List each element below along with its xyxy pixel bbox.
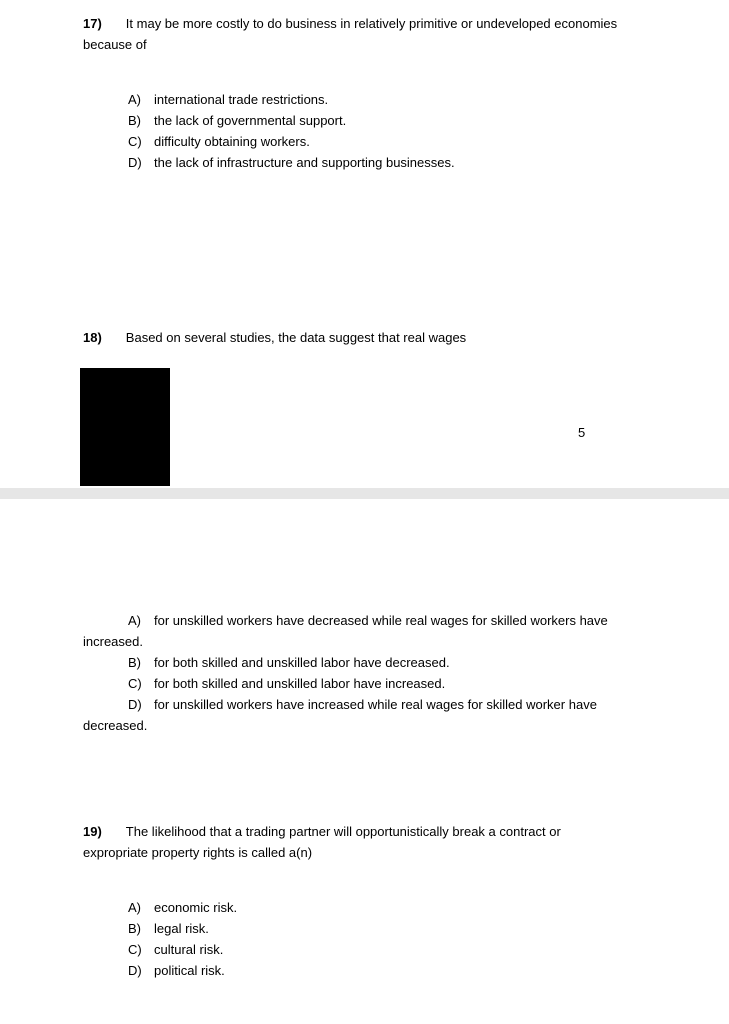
q18-option-a: A) for unskilled workers have decreased while real wages for skilled workers have (128, 613, 608, 628)
question-17-stem-cont: because of (83, 37, 147, 52)
question-18-stem (83, 327, 466, 348)
question-number: 18) (83, 330, 102, 345)
question-19-stem (83, 821, 561, 842)
question-number: 17) (83, 16, 102, 31)
page-break (0, 488, 729, 499)
question-text: It may be more costly to do business in relatively primitive or undeveloped economies (125, 16, 618, 31)
q19-option-b: B) legal risk. (128, 921, 209, 936)
q19-option-d: D) political risk. (128, 963, 225, 978)
q18-option-b: B) for both skilled and unskilled labor have decreased. (128, 655, 450, 670)
question-17-stem (83, 13, 617, 34)
q17-option-b: B) the lack of governmental support. (128, 113, 347, 128)
q18-option-d: D) for unskilled workers have increased while real wages for skilled worker have (128, 697, 597, 712)
question-text: The likelihood that a trading partner will opportunistically break a contract or (125, 824, 561, 839)
q18-option-c: C) for both skilled and unskilled labor have increased. (128, 676, 446, 691)
q18-option-a-cont: increased. (83, 634, 143, 649)
q19-option-a: A) economic risk. (128, 900, 238, 915)
page-number: 5 (578, 425, 586, 440)
q19-option-c: C) cultural risk. (128, 942, 224, 957)
question-19-stem-cont: expropriate property rights is called a(n) (83, 845, 313, 860)
redaction-block (80, 368, 170, 486)
q17-option-d: D) the lack of infrastructure and supporting businesses. (128, 155, 455, 170)
q17-option-c: C) difficulty obtaining workers. (128, 134, 310, 149)
question-number: 19) (83, 824, 102, 839)
q18-option-d-cont: decreased. (83, 718, 148, 733)
question-text: Based on several studies, the data suggest that real wages (125, 330, 467, 345)
q17-option-a: A) international trade restrictions. (128, 92, 329, 107)
